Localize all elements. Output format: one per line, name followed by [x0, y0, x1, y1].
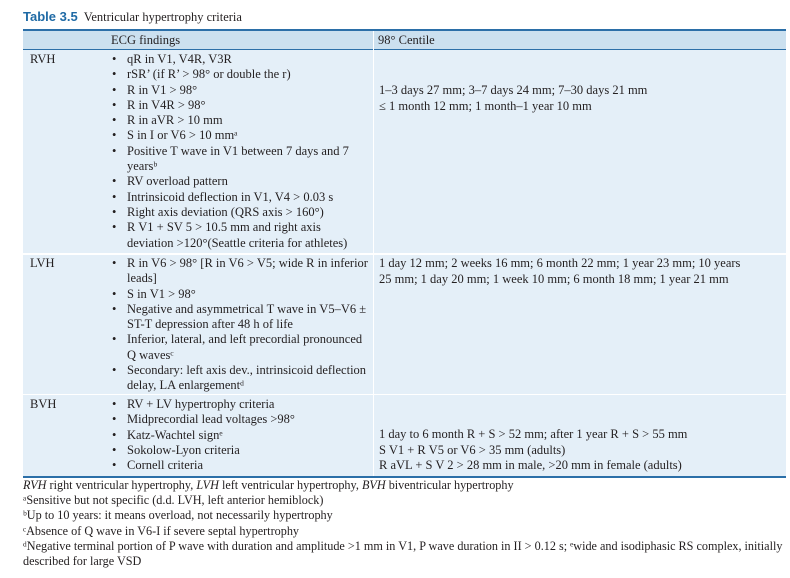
- footnote-c: ᶜAbsence of Q wave in V6-I if severe septal hypertrophy: [23, 523, 300, 538]
- column-divider: [373, 31, 374, 476]
- list-item: • Right axis deviation (QRS axis > 160°): [112, 205, 370, 220]
- list-item: • Cornell criteria: [112, 458, 370, 473]
- list-item: • R in V1 > 98°: [112, 83, 370, 98]
- row-label-bvh: BVH: [30, 397, 57, 411]
- list-item: • R V1 + SV 5 > 10.5 mm and right axis deviation >120°(Seattle criteria for athletes): [112, 220, 370, 251]
- list-item: • RV overload pattern: [112, 174, 370, 189]
- abbr-bvh-text: biventricular hypertrophy: [385, 478, 514, 492]
- list-item: • S in I or V6 > 10 mmᵃ: [112, 128, 370, 143]
- list-item: • qR in V1, V4R, V3R: [112, 52, 370, 67]
- abbr-rvh-text: right ventricular hypertrophy,: [46, 478, 197, 492]
- table-number: Table 3.5: [23, 9, 78, 24]
- footnote-abbreviations: [23, 478, 788, 493]
- list-item: • Positive T wave in V1 between 7 days and 7 yearsᵇ: [112, 144, 370, 175]
- header-centile: 98° Centile: [378, 33, 435, 47]
- abbr-lvh: LVH: [196, 478, 219, 492]
- footnote-b: ᵇUp to 10 years: it means overload, not necessarily hypertrophy: [23, 508, 333, 523]
- footnote-d: ᵈNegative terminal portion of P wave with duration and amplitude >1 mm in V1, P wave duration in II > 0.12 s; ᵉwide and isodiphasic RS complex, initially described for large VSD: [23, 538, 783, 569]
- footnotes: [23, 478, 788, 569]
- row-label-rvh: RVH: [30, 52, 56, 66]
- findings-list-rvh: [112, 52, 370, 251]
- abbr-bvh: BVH: [361, 478, 386, 492]
- list-item: • S in V1 > 98°: [112, 287, 370, 302]
- list-item: • Sokolow-Lyon criteria: [112, 443, 370, 458]
- abbr-rvh: RVH: [23, 478, 47, 492]
- centile-bvh: [379, 427, 779, 474]
- row-label-lvh: LVH: [30, 256, 55, 270]
- centile-line: 1 day 12 mm; 2 weeks 16 mm; 6 month 22 mm; 1 year 23 mm; 10 years: [379, 256, 741, 270]
- centile-rvh: [379, 83, 779, 114]
- list-item: • R in aVR > 10 mm: [112, 113, 370, 128]
- list-item: • RV + LV hypertrophy criteria: [112, 397, 370, 412]
- list-item: • R in V4R > 98°: [112, 98, 370, 113]
- findings-list-lvh: [112, 256, 370, 394]
- list-item: • Katz-Wachtel signᵉ: [112, 428, 370, 443]
- centile-line: ≤ 1 month 12 mm; 1 month–1 year 10 mm: [379, 98, 592, 113]
- list-item: • Secondary: left axis dev., intrinsicoid deflection delay, LA enlargementᵈ: [112, 363, 370, 394]
- centile-lvh: [379, 256, 779, 287]
- table-header: [23, 31, 786, 49]
- list-item: • Midprecordial lead voltages >98°: [112, 412, 370, 427]
- table-title: Ventricular hypertrophy criteria: [83, 10, 242, 24]
- footnote-a: ᵃSensitive but not specific (d.d. LVH, left anterior hemiblock): [23, 493, 324, 508]
- centile-line: S V1 + R V5 or V6 > 35 mm (adults): [379, 442, 566, 457]
- list-item: • Negative and asymmetrical T wave in V5–V6 ± ST-T depression after 48 h of life: [112, 302, 370, 333]
- centile-line: 25 mm; 1 day 20 mm; 1 week 10 mm; 6 month 18 mm; 1 year 21 mm: [379, 271, 729, 286]
- header-ecg-findings: ECG findings: [111, 33, 181, 47]
- list-item: • rSR’ (if R’ > 98° or double the r): [112, 67, 370, 82]
- table-caption: [23, 9, 242, 25]
- findings-list-bvh: [112, 397, 370, 473]
- centile-line: 1–3 days 27 mm; 3–7 days 24 mm; 7–30 days 21 mm: [379, 83, 648, 97]
- list-item: • Intrinsicoid deflection in V1, V4 > 0.03 s: [112, 190, 370, 205]
- list-item: • R in V6 > 98° [R in V6 > V5; wide R in inferior leads]: [112, 256, 370, 287]
- centile-line: R aVL + S V 2 > 28 mm in male, >20 mm in female (adults): [379, 458, 682, 472]
- list-item: • Inferior, lateral, and left precordial pronounced Q wavesᶜ: [112, 332, 370, 363]
- abbr-lvh-text: left ventricular hypertrophy,: [218, 478, 362, 492]
- centile-line: 1 day to 6 month R + S > 52 mm; after 1 year R + S > 55 mm: [379, 427, 688, 441]
